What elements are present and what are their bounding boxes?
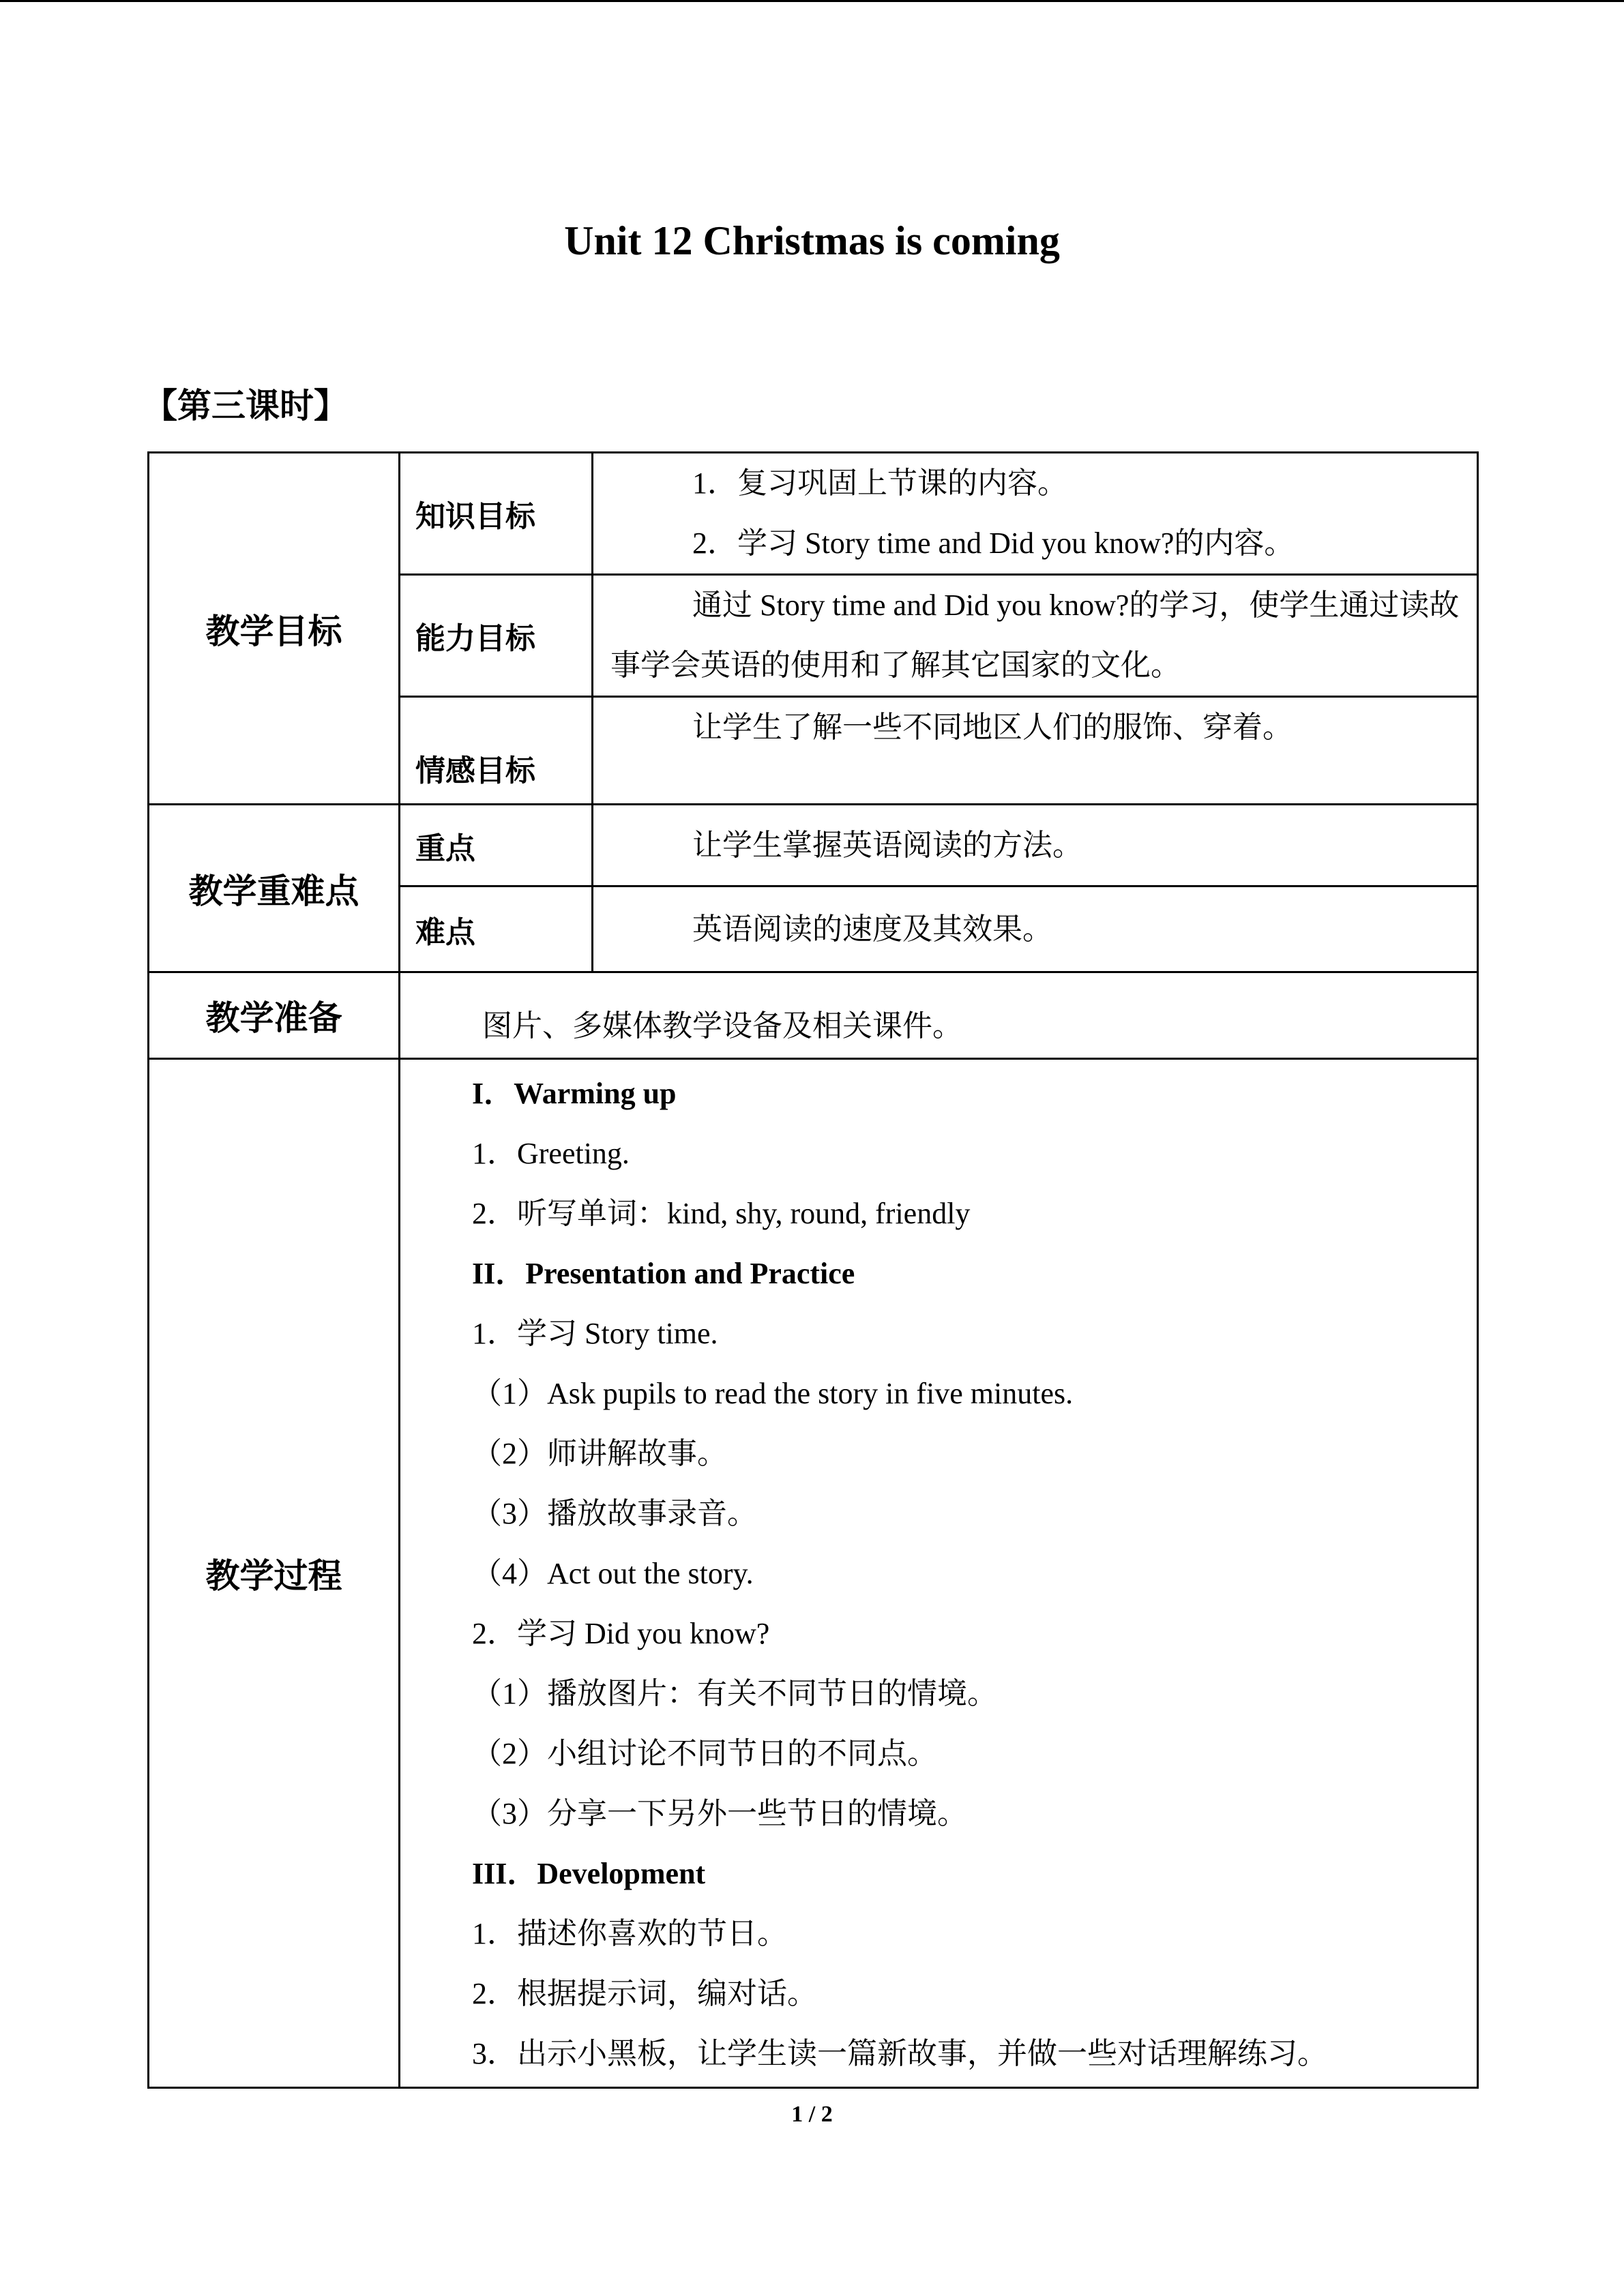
knowledge-item: 1．复习巩固上节课的内容。 (692, 466, 1067, 500)
knowledge-item: 2．学习 Story time and Did you know?的内容。 (692, 526, 1295, 560)
label-focus: 重点 (400, 805, 593, 886)
preparation-content (400, 972, 1478, 1059)
process-step: （2）小组讨论不同节日的不同点。 (472, 1737, 937, 1770)
process-heading: II．Presentation and Practice (472, 1257, 855, 1290)
focus-content (593, 805, 1478, 886)
difficulty-text: 英语阅读的速度及其效果。 (692, 912, 1052, 946)
top-rule (0, 0, 1624, 2)
process-content (400, 1059, 1478, 2088)
page-number: 1 / 2 (791, 2102, 833, 2127)
lesson-plan-table (147, 451, 1479, 2089)
process-step: （4）Act out the story. (472, 1557, 754, 1590)
ability-text: 通过 Story time and Did you know?的学习，使学生通过读故事学会英语的使用和了解其它国家的文化。 (610, 588, 1460, 682)
process-step: 2．根据提示词，编对话。 (472, 1977, 817, 2010)
process-step: （2）师讲解故事。 (472, 1437, 727, 1470)
process-row (149, 1059, 1478, 2088)
process-step: 1．学习 Story time. (472, 1317, 718, 1350)
category-process: 教学过程 (149, 1059, 400, 2088)
category-keypoints: 教学重难点 (149, 805, 400, 972)
process-heading: I．Warming up (472, 1077, 677, 1110)
page-title: Unit 12 Christmas is coming (564, 218, 1060, 263)
process-step: 2．学习 Did you know? (472, 1617, 770, 1650)
process-step: 2．听写单词：kind, shy, round, friendly (472, 1197, 971, 1230)
label-emotion: 情感目标 (400, 697, 593, 805)
knowledge-content (593, 453, 1478, 575)
label-knowledge: 知识目标 (400, 453, 593, 575)
category-preparation: 教学准备 (149, 972, 400, 1059)
keypoint-row-focus (149, 805, 1478, 886)
process-step: 3．出示小黑板，让学生读一篇新故事，并做一些对话理解练习。 (472, 2037, 1327, 2070)
preparation-row (149, 972, 1478, 1059)
label-ability: 能力目标 (400, 575, 593, 697)
process-step: （1）播放图片：有关不同节日的情境。 (472, 1677, 997, 1710)
lesson-label: 【第三课时】 (143, 386, 348, 426)
process-step: （1）Ask pupils to read the story in five minutes. (472, 1377, 1074, 1410)
focus-text: 让学生掌握英语阅读的方法。 (692, 828, 1082, 862)
process-step: 1．描述你喜欢的节日。 (472, 1917, 787, 1950)
emotion-text: 让学生了解一些不同地区人们的服饰、穿着。 (692, 711, 1293, 744)
category-objectives: 教学目标 (149, 453, 400, 805)
process-heading: III．Development (472, 1857, 706, 1890)
preparation-text: 图片、多媒体教学设备及相关课件。 (482, 1009, 962, 1043)
emotion-content (593, 697, 1478, 805)
process-step: （3）播放故事录音。 (472, 1497, 757, 1530)
label-difficulty: 难点 (400, 886, 593, 972)
process-step: （3）分享一下另外一些节日的情境。 (472, 1797, 967, 1830)
ability-content (593, 575, 1478, 697)
difficulty-content (593, 886, 1478, 972)
process-step: 1．Greeting. (472, 1137, 630, 1170)
objective-row-knowledge (149, 453, 1478, 575)
